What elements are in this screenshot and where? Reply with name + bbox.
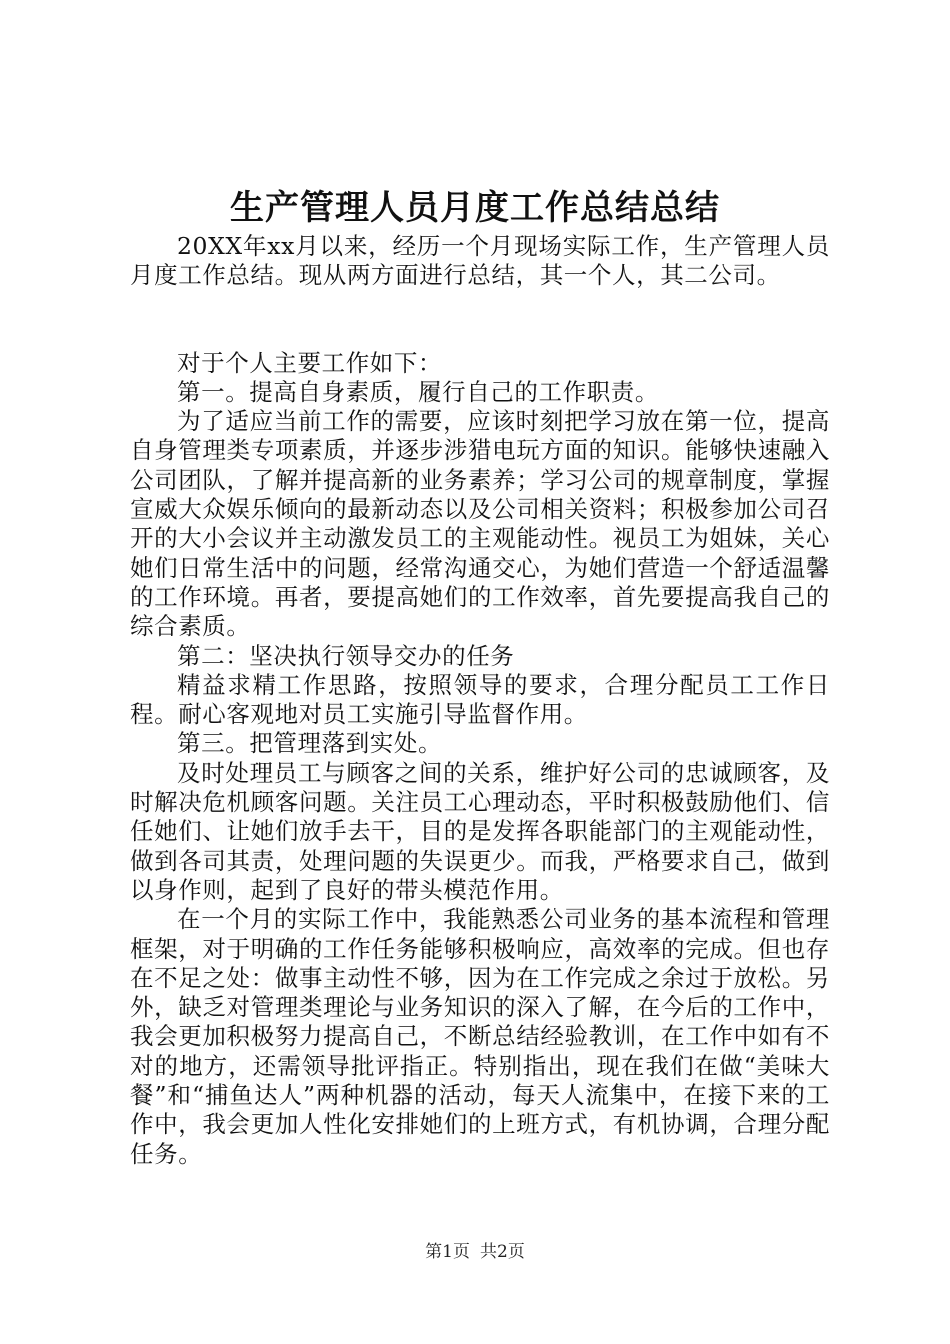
paragraph-first: 为了适应当前工作的需要，应该时刻把学习放在第一位，提高自身管理类专项素质，并逐步涉猎电玩方面的知识。能够快速融入公司团队，了解并提高新的业务素养；学习公司的规章制度，掌握宣威大众娱乐倾向的最新动态以及公司相关资料；积极参加公司召开的大小会议并主动激发员工的主观能动性。视员工为姐妹，关心她们日常生活中的问题，经常沟通交心，为她们营造一个舒适温馨的工作环境。再者，要提高她们的工作效率，首先要提高我自己的综合素质。 — [130, 407, 830, 641]
section-heading-personal: 对于个人主要工作如下： — [177, 348, 443, 377]
page-footer — [0, 1240, 950, 1264]
document-title: 生产管理人员月度工作总结总结 — [230, 188, 720, 228]
paragraph-spacer — [130, 291, 830, 349]
page-number: 第1页 — [425, 1242, 470, 1262]
heading-third: 第三。把管理落到实处。 — [177, 729, 443, 758]
heading-second: 第二：坚决执行领导交办的任务 — [177, 641, 515, 670]
document-body — [130, 232, 830, 1169]
heading-first: 第一。提高自身素质，履行自己的工作职责。 — [177, 377, 659, 406]
paragraph-summary: 在一个月的实际工作中，我能熟悉公司业务的基本流程和管理框架，对于明确的工作任务能够积极响应，高效率的完成。但也存在不足之处：做事主动性不够，因为在工作完成之余过于放松。另外，缺乏对管理类理论与业务知识的深入了解，在今后的工作中，我会更加积极努力提高自己，不断总结经验教训，在工作中如有不对的地方，还需领导批评指正。特别指出，现在我们在做“美味大餐”和“捕鱼达人”两种机器的活动，每天人流集中，在接下来的工作中，我会更加人性化安排她们的上班方式，有机协调，合理分配任务。 — [130, 905, 830, 1168]
page-total: 共2页 — [480, 1242, 525, 1262]
paragraph-second: 精益求精工作思路，按照领导的要求，合理分配员工工作日程。耐心客观地对员工实施引导监督作用。 — [130, 670, 830, 729]
paragraph-third: 及时处理员工与顾客之间的关系，维护好公司的忠诚顾客，及时解决危机顾客问题。关注员工心理动态，平时积极鼓励他们、信任她们、让她们放手去干，目的是发挥各职能部门的主观能动性，做到各司其责，处理问题的失误更少。而我，严格要求自己，做到以身作则，起到了良好的带头模范作用。 — [130, 758, 830, 904]
intro-paragraph: 20XX年xx月以来，经历一个月现场实际工作，生产管理人员月度工作总结。现从两方面进行总结，其一个人，其二公司。 — [130, 232, 830, 290]
